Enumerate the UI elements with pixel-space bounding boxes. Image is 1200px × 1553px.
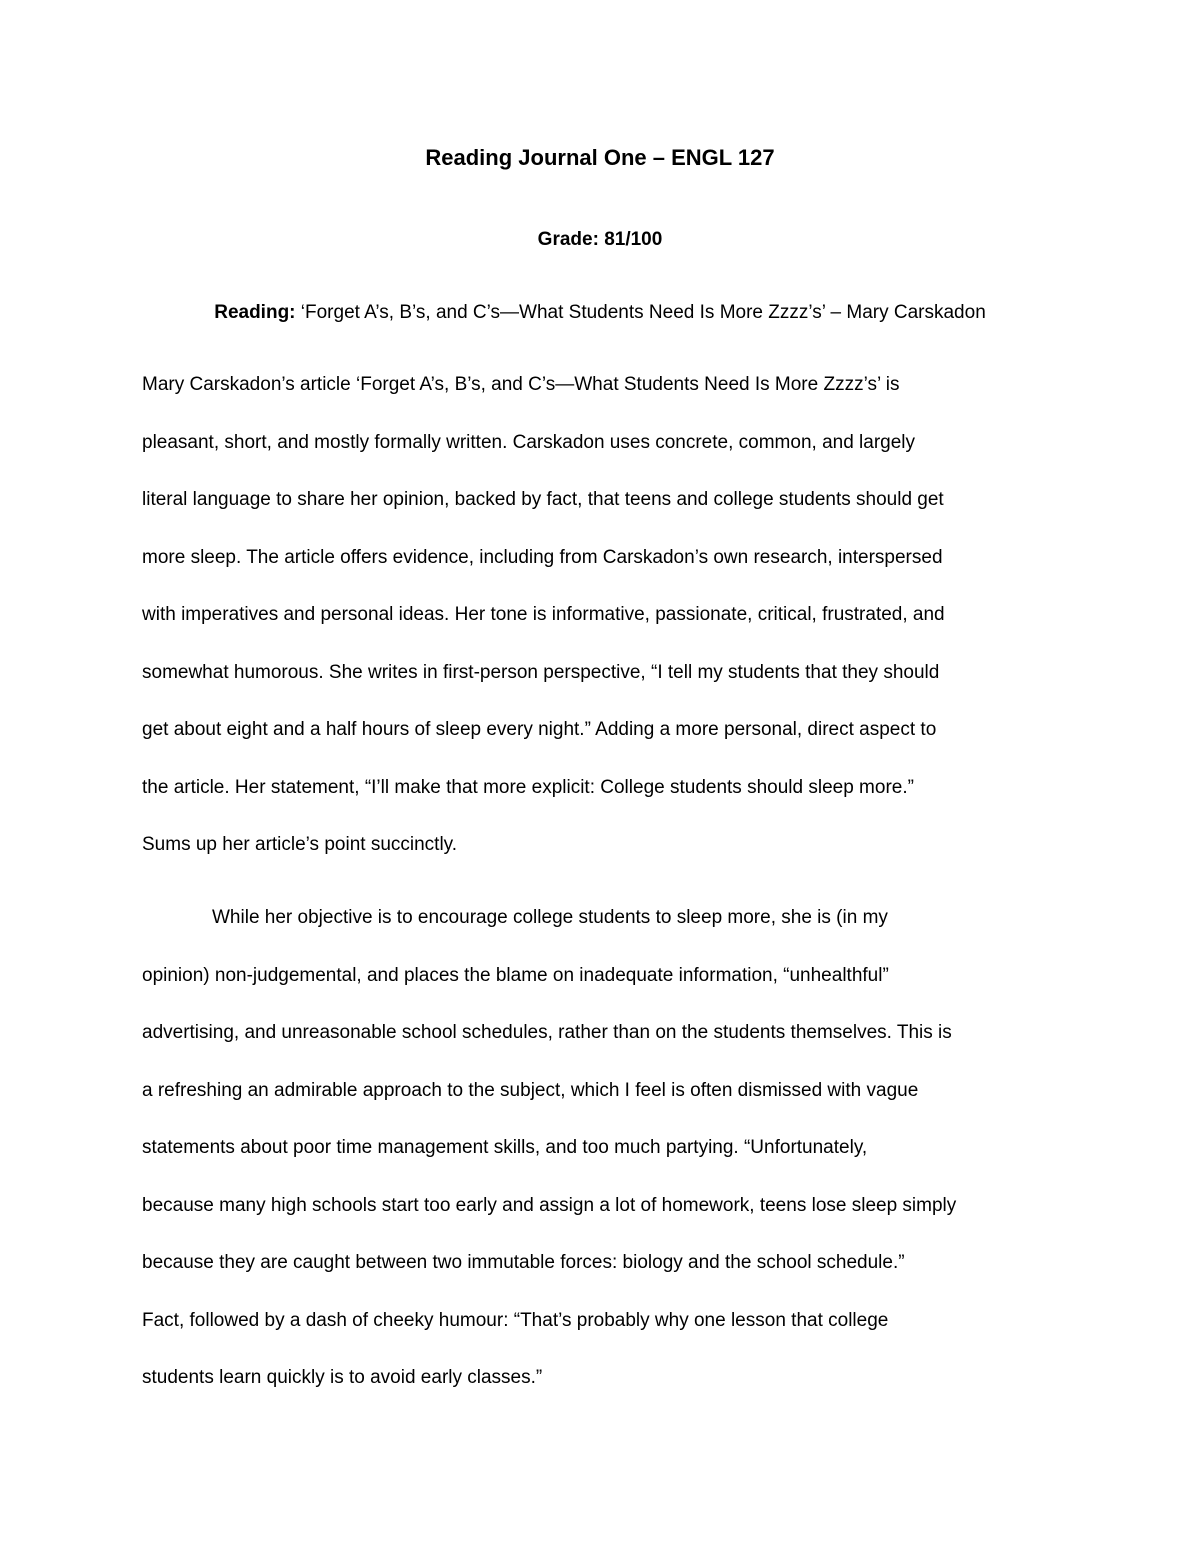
- paragraph-line: more sleep. The article offers evidence, including from Carskadon’s own research, interspersed: [142, 546, 943, 568]
- paragraph-line: Sums up her article’s point succinctly.: [142, 834, 458, 855]
- paragraph-line: advertising, and unreasonable school schedules, rather than on the students themselves. This is: [142, 1022, 952, 1043]
- reading-label: Reading:: [214, 302, 296, 323]
- paragraph-line: While her objective is to encourage college students to sleep more, she is (in my: [212, 907, 888, 928]
- reading-citation-line: [0, 299, 1200, 327]
- paragraph-line: with imperatives and personal ideas. Her tone is informative, passionate, critical, frustrated, and: [142, 604, 945, 625]
- paragraph-line: get about eight and a half hours of sleep every night.” Adding a more personal, direct aspect to: [142, 719, 937, 740]
- paragraph-line: statements about poor time management skills, and too much partying. “Unfortunately,: [142, 1137, 868, 1158]
- paragraph-line: Mary Carskadon’s article ‘Forget A’s, B’s, and C’s—What Students Need Is More Zzzz’s’ is: [142, 374, 900, 395]
- paragraph-line: because many high schools start too early and assign a lot of homework, teens lose sleep simply: [142, 1194, 957, 1216]
- paragraph-line: pleasant, short, and mostly formally written. Carskadon uses concrete, common, and largely: [142, 431, 916, 453]
- paragraph-line: Fact, followed by a dash of cheeky humour: “That’s probably why one lesson that college: [142, 1309, 889, 1331]
- paragraph-line: opinion) non-judgemental, and places the blame on inadequate information, “unhealthful”: [142, 964, 889, 986]
- paragraph-line: students learn quickly is to avoid early classes.”: [142, 1367, 543, 1388]
- paragraph-line: somewhat humorous. She writes in first-person perspective, “I tell my students that they should: [142, 661, 940, 683]
- paragraph-1: [142, 356, 1072, 874]
- paragraph-2: [142, 889, 1072, 1407]
- paragraph-line: literal language to share her opinion, backed by fact, that teens and college students should get: [142, 489, 944, 510]
- reading-citation: ‘Forget A’s, B’s, and C’s—What Students Need Is More Zzzz’s’ – Mary Carskadon: [295, 302, 986, 323]
- document-title: Reading Journal One – ENGL 127: [425, 145, 775, 170]
- paragraph-line: because they are caught between two immutable forces: biology and the school schedule.”: [142, 1252, 905, 1273]
- paragraph-line: the article. Her statement, “I’ll make that more explicit: College students should sleep more.”: [142, 776, 914, 798]
- paragraph-line: a refreshing an admirable approach to the subject, which I feel is often dismissed with vague: [142, 1079, 919, 1101]
- grade-line: Grade: 81/100: [537, 229, 663, 250]
